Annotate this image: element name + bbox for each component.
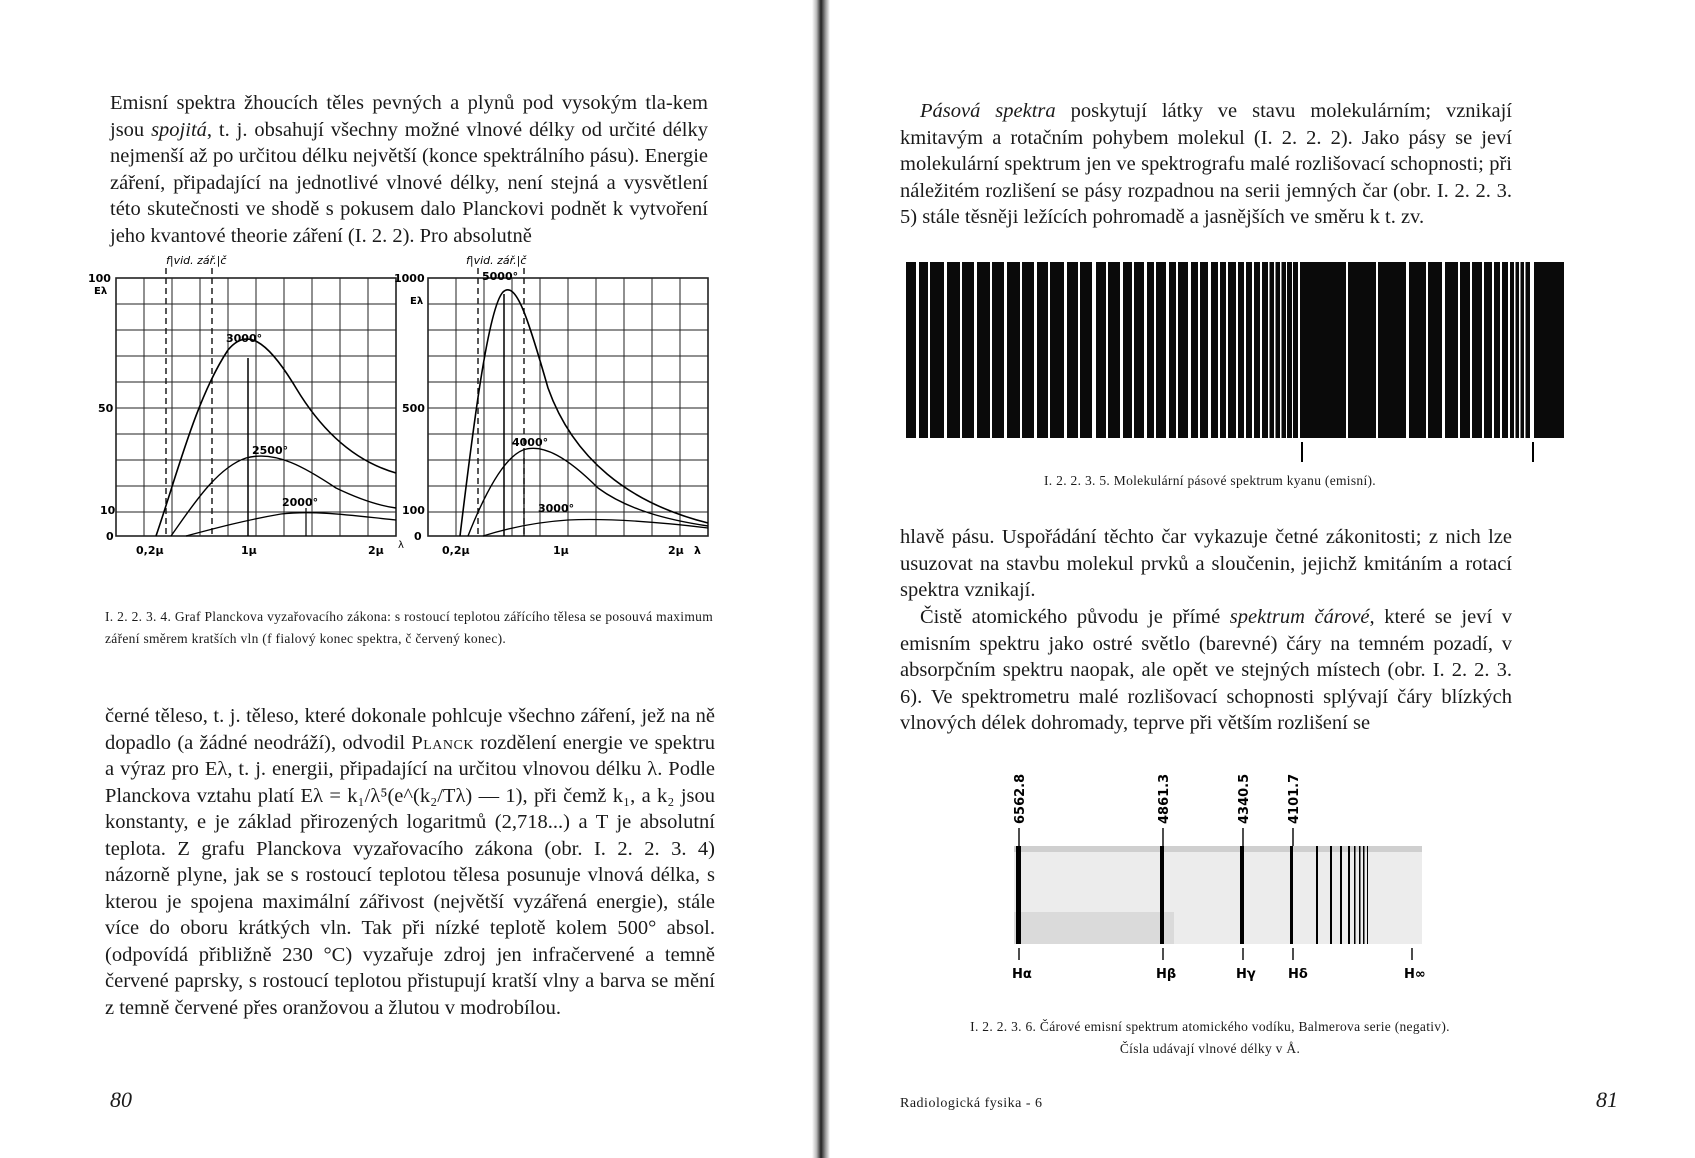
page-number-left: 80 [110, 1087, 132, 1112]
right-curve-label-4000: 4000° [512, 436, 549, 449]
right-paragraph-1 [900, 98, 1512, 231]
left-y-tick-10: 10 [100, 504, 116, 517]
line-label-hinfinity: H∞ [1404, 967, 1426, 982]
right-chart-visible-band [478, 268, 524, 536]
right-para1-text: poskytují látky ve stavu molekulárním; vznikají kmitavým a rotačním pohybem molekul (I. 2. 2. 2). Jako pásy se jeví molekulární spektrum jen ve spektrografu malé rozlišovací schopnosti; při náležitém rozlišení se pásy rozpadnou na serii jemných čar (obr. I. 2. 2. 3. 5) stále těsněji ležících pohromadě a jasnějších ve směru k t. zv. [900, 100, 1512, 228]
left-x-tick-0-2: 0,2μ [136, 544, 164, 557]
curve-5000 [460, 290, 708, 536]
left-y-label: Eλ [94, 286, 108, 297]
left-chart-visible-band [166, 268, 212, 536]
right-x-tick-lambda: λ [694, 544, 701, 557]
right-curve-label-3000: 3000° [538, 502, 575, 515]
wavelength-label-hgamma: 4340.5 [1237, 773, 1252, 824]
right-x-tick-1: 1μ [553, 544, 569, 557]
left-para1-emphasis: spojitá [151, 118, 207, 141]
left-curve-label-2000: 2000° [282, 496, 319, 509]
curve-2000 [186, 513, 396, 536]
left-chart-marker-label: f|vid. zář.|č [166, 254, 227, 267]
wavelength-label-hdelta: 4101.7 [1287, 773, 1302, 824]
left-x-tick-1: 1μ [241, 544, 257, 557]
planck-name: Planck [411, 731, 474, 754]
left-curve-label-3000: 3000° [226, 332, 263, 345]
left-para1-text-a: Emisní spektra žhoucích těles pevných a plynů pod vysokým tla-kem jsou [110, 92, 708, 141]
band-head-marker-2 [1532, 442, 1534, 462]
balmer-spectrum [1008, 762, 1478, 992]
planck-figure [88, 248, 728, 568]
band-head-marker-1 [1301, 442, 1303, 462]
left-para2-text-a: černé těleso, t. j. těleso, které dokonale pohlcuje všechno záření, jež na ně dopadlo (a žádné neodráží), odvodil [105, 705, 715, 754]
right-planck-chart [394, 254, 708, 557]
right-para3-emphasis: spektrum čárové [1229, 606, 1370, 628]
fig4-caption: I. 2. 2. 3. 4. Graf Planckova vyzařovacího zákona: s rostoucí teplotou zářícího tělesa se posouvá maximum záření směrem kratších vln (f fialový konec spektra, č červený konec). [105, 609, 713, 646]
right-paragraph-3 [900, 604, 1512, 737]
left-y-tick-0: 0 [106, 530, 114, 543]
left-para2-text-b: rozdělení energie ve spektru a výraz pro Eλ, t. j. energii, připadající na určitou vlnovou délku λ. Podle Planckova vztahu platí Eλ = k₁/λ⁵(e^(k₂/Tλ) — 1), při čemž k₁, a k₂ jsou konstanty, e je základ přirozených logaritmů (2,718...) a T je absolutní teplota. Z grafu Planckova vyzařovacího zákona (obr. I. 2. 2. 3. 4) názorně plyne, jak se s rostoucí teplotou tělesa posunuje vlnová délka, s kterou je spojena maximální zářivost (největší vyzářená energie), stále více do oboru krátkých vln. Tak při nízké teplotě kolem 500° absol. (odpovídá přibližně 230 °C) vyzařuje zdroj jen infračervené a temně červené paprsky, s rostoucí teplotou přistupují kratší vlny a barva se mění z temně červené přes oranžovou a žlutou v modrobílou. [105, 731, 715, 1019]
right-y-tick-100: 100 [402, 504, 425, 517]
right-chart-grid [428, 278, 708, 536]
left-page [0, 0, 812, 1158]
right-curve-label-5000: 5000° [482, 270, 519, 283]
fig6-caption-line2: Čísla udávají vlnové délky v Å. [1119, 1041, 1301, 1056]
left-planck-chart [88, 254, 404, 557]
line-label-hbeta: Hβ [1156, 967, 1177, 982]
right-y-tick-500: 500 [402, 402, 425, 415]
line-label-halpha: Hα [1012, 967, 1032, 982]
left-curve-label-2500: 2500° [252, 444, 289, 457]
cn-band-spectrum [906, 262, 1566, 468]
right-paragraph-2: hlavě pásu. Uspořádání těchto čar vykazuje četné zákonitosti; z nich lze usuzovat na stavbu molekul prvků a sloučenin, jejichž kmitáním a rotací spektra vznikají. [900, 526, 1512, 601]
left-x-tick-lambda: λ [398, 540, 404, 551]
right-page [830, 0, 1695, 1158]
left-paragraph-1 [110, 90, 708, 249]
left-paragraph-2 [105, 703, 715, 1021]
left-y-tick-100: 100 [88, 272, 111, 285]
page-number-right: 81 [1596, 1087, 1618, 1112]
right-chart-marker-label: f|vid. zář.|č [466, 254, 527, 267]
left-chart-grid [116, 278, 396, 536]
line-label-hgamma: Hγ [1236, 967, 1256, 982]
right-para3-text-b: , které se jeví v emisním spektru jako ostré světlo (barevné) čáry na temném pozadí, v absorpčním spektru naopak, ale opět ve stejných místech (obr. I. 2. 2. 3. 6). Ve spektrometru malé rozlišovací schopnosti splývají čáry blízkých vlnových délek dohromady, teprve při větším rozlišení se [900, 606, 1512, 734]
right-y-tick-1000: 1000 [394, 272, 425, 285]
wavelength-labels [1013, 774, 1302, 824]
left-para1-text-b: , t. j. obsahují všechny možné vlnové délky od určité délky nejmenší až po určitou délku největší (konce spektrálního pásu). Energie záření, připadající na jednotlivé vlnové délky, není stejná a vysvětlení této skutečnosti ve shodě s pokusem dalo Planckovi podnět k vytvoření jeho kvantové theorie záření (I. 2. 2). Pro absolutně [110, 118, 708, 247]
right-y-label: Eλ [410, 296, 424, 307]
book-gutter [812, 0, 830, 1158]
right-para1-emphasis: Pásová spektra [920, 100, 1056, 122]
right-para3-text-a: Čistě atomického původu je přímé [920, 606, 1230, 628]
right-x-tick-0-2: 0,2μ [442, 544, 470, 557]
left-x-tick-2: 2μ [368, 544, 384, 557]
left-y-tick-50: 50 [98, 402, 114, 415]
fig5-caption: I. 2. 2. 3. 5. Molekulární pásové spektrum kyanu (emisní). [1044, 473, 1376, 488]
running-footer: Radiologická fysika - 6 [900, 1096, 1043, 1111]
wavelength-label-halpha: 6562.8 [1013, 773, 1028, 824]
right-y-tick-0: 0 [414, 530, 422, 543]
line-label-hdelta: Hδ [1288, 967, 1308, 982]
fig6-caption-line1: I. 2. 2. 3. 6. Čárové emisní spektrum atomického vodíku, Balmerova serie (negativ). [970, 1019, 1450, 1034]
right-x-tick-2: 2μ [668, 544, 684, 557]
wavelength-label-hbeta: 4861.3 [1157, 773, 1172, 824]
